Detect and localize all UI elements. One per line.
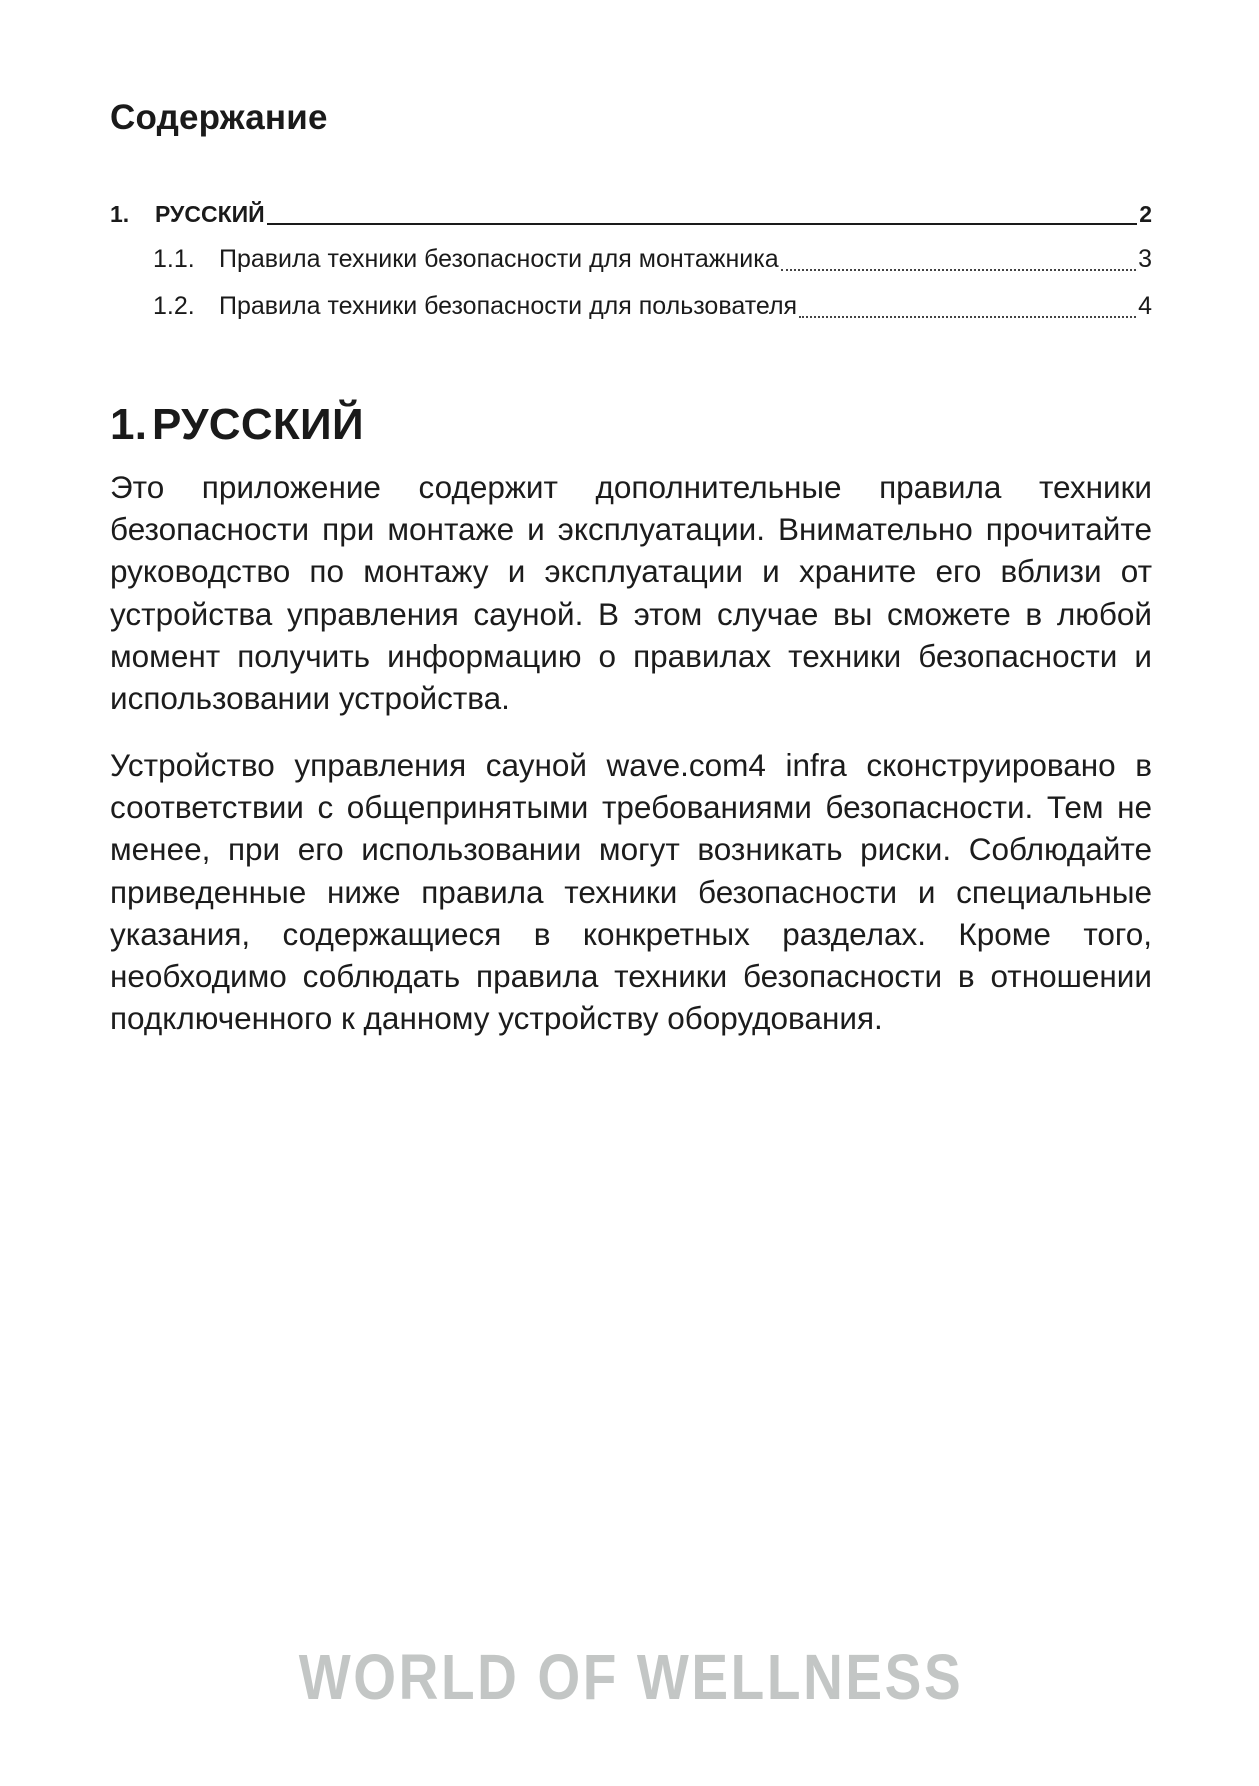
body-paragraph-1: Это приложение содержит дополнительные правила техники безопасности при монтаже и эксплуатации. Внимательно прочитайте руководство по монтажу и эксплуатации и храните его вблизи от устройства управления сауной. В этом случае вы сможете в любой момент получить информацию о правилах техники безопасности и использовании устройства. [110,469,1152,717]
body-paragraph-2: Устройство управления сауной wave.com4 infra сконструировано в соответствии с общепринятыми требованиями безопасности. Тем не менее, при его использовании могут возникать риски. Соблюдайте приведенные ниже правила техники безопасности и специальные указания, содержащиеся в конкретных разделах. Кроме того, необходимо соблюдать правила техники безопасности в отношении подключенного к данному устройству оборудования. [110,747,1152,1037]
table-of-contents [110,200,1152,340]
toc-entry-page: 2 [1139,201,1152,227]
toc-entry-1[interactable] [110,200,1152,228]
toc-entry-label: РУССКИЙ [155,201,265,227]
toc-entry-page: 4 [1138,292,1152,320]
toc-title: Содержание [110,98,328,137]
section-heading [110,400,364,450]
toc-leader-line [267,223,1138,225]
toc-leader-dots [799,316,1136,318]
toc-entry-number: 1.1. [153,245,195,273]
toc-entry-label: Правила техники безопасности для пользователя [219,292,798,320]
toc-entry-label: Правила техники безопасности для монтажника [219,245,779,273]
toc-entry-number: 1.2. [153,292,195,320]
toc-leader-dots [781,269,1136,271]
toc-entry-page: 3 [1138,245,1152,273]
section-title: РУССКИЙ [152,400,364,449]
section-number: 1. [110,400,148,449]
toc-entry-1-1[interactable] [110,246,1152,274]
document-page [110,0,1152,1786]
toc-entry-1-2[interactable] [110,293,1152,321]
footer-brand-text: WORLD OF WELLNESS [298,1641,964,1713]
toc-entry-number: 1. [110,201,130,227]
